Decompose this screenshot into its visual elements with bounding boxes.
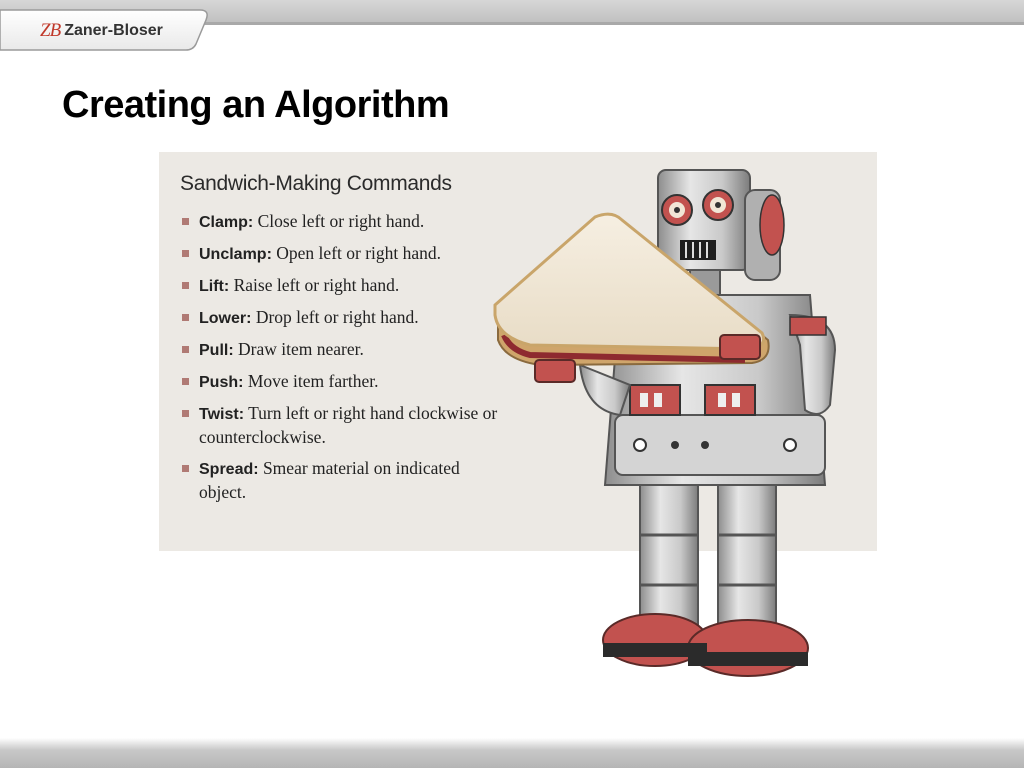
logo-tab xyxy=(0,0,212,52)
bullet-icon xyxy=(182,346,189,353)
bullet-icon xyxy=(182,250,189,257)
command-definition: Turn left or right hand clockwise or counterclockwise. xyxy=(199,403,498,447)
command-definition: Draw item nearer. xyxy=(238,339,364,359)
command-term: Lift: xyxy=(199,278,230,295)
top-divider xyxy=(200,22,1024,25)
command-item xyxy=(180,274,510,298)
command-term: Twist: xyxy=(199,406,245,423)
command-item xyxy=(180,457,510,504)
command-list xyxy=(180,210,510,512)
command-definition: Close left or right hand. xyxy=(257,211,425,231)
command-term: Pull: xyxy=(199,342,234,359)
command-term: Spread: xyxy=(199,461,259,478)
brand-mark: ZB xyxy=(40,20,61,41)
bullet-icon xyxy=(182,218,189,225)
command-definition: Raise left or right hand. xyxy=(233,275,400,295)
command-item xyxy=(180,210,510,234)
command-term: Clamp: xyxy=(199,214,254,231)
brand-name: Zaner-Bloser xyxy=(64,22,163,39)
command-definition: Smear material on indicated object. xyxy=(199,458,460,502)
command-definition: Move item farther. xyxy=(247,371,379,391)
command-term: Push: xyxy=(199,374,244,391)
bullet-icon xyxy=(182,465,189,472)
command-item xyxy=(180,306,510,330)
slide-title: Creating an Algorithm xyxy=(62,84,450,126)
bullet-icon xyxy=(182,314,189,321)
panel-heading: Sandwich-Making Commands xyxy=(180,172,452,195)
command-definition: Drop left or right hand. xyxy=(255,307,419,327)
command-term: Unclamp: xyxy=(199,246,272,263)
brand-logo xyxy=(40,20,163,42)
command-term: Lower: xyxy=(199,310,252,327)
command-item xyxy=(180,402,510,449)
bullet-icon xyxy=(182,282,189,289)
command-item xyxy=(180,370,510,394)
command-definition: Open left or right hand. xyxy=(276,243,442,263)
command-item xyxy=(180,338,510,362)
command-item xyxy=(180,242,510,266)
bullet-icon xyxy=(182,410,189,417)
robot-sandwich-illustration xyxy=(490,165,840,685)
bullet-icon xyxy=(182,378,189,385)
bottom-band xyxy=(0,738,1024,768)
